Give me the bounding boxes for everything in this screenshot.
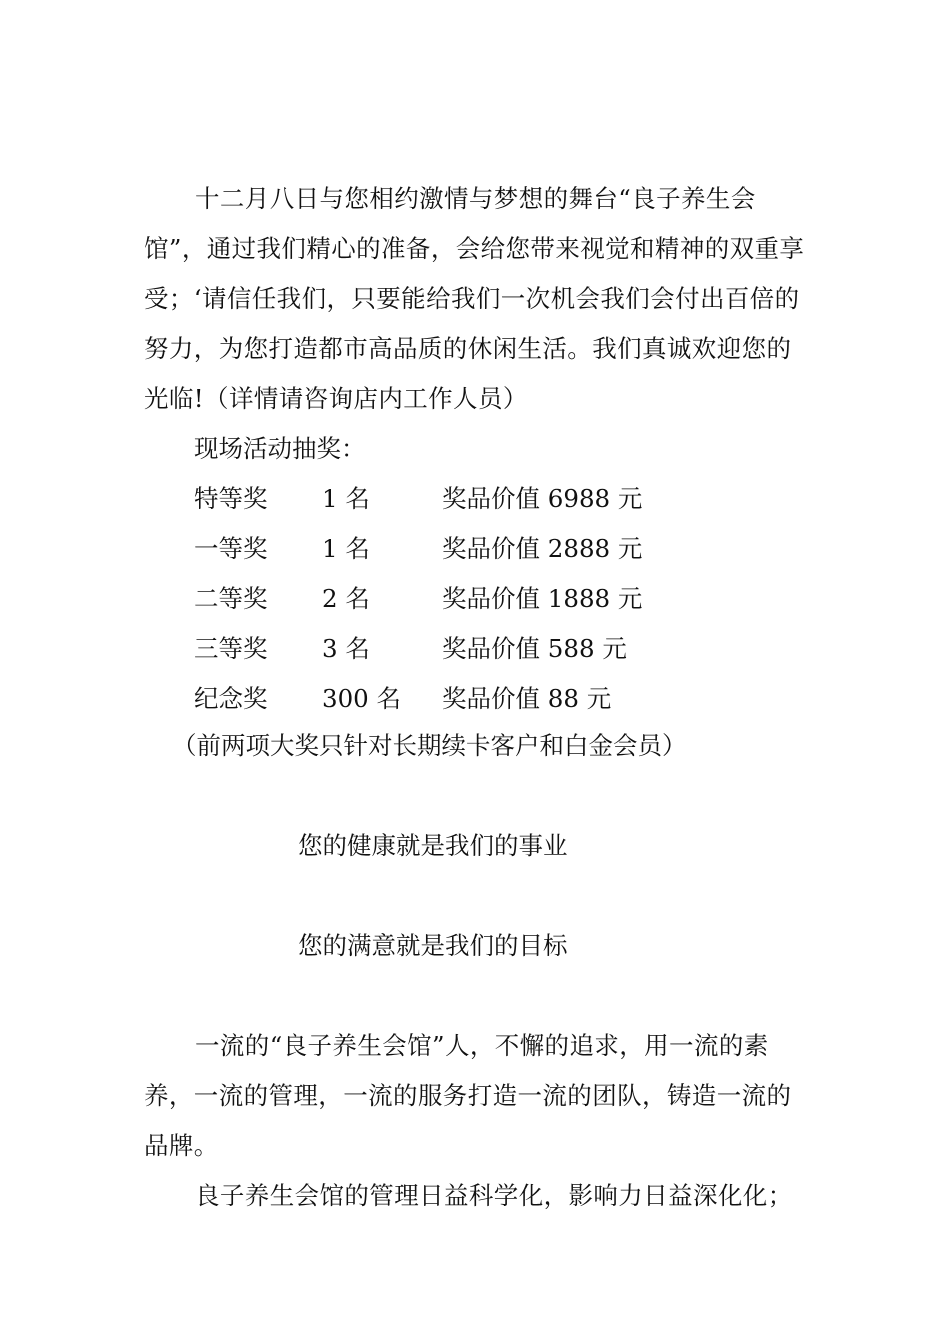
intro-paragraph: 十二月八日与您相约激情与梦想的舞台“良子养生会馆”，通过我们精心的准备，会给您带来视觉和精神的双重享受；‘请信任我们，只要能给我们一次机会我们会付出百倍的努力，为您打造都市高品质的休闲生活。我们真诚欢迎您的光临!（详情请咨询店内工作人员）	[144, 184, 805, 413]
prize-value: 奖品价值 88 元	[442, 684, 612, 713]
prize-value: 奖品价值 6988 元	[442, 484, 643, 513]
prize-value: 奖品价值 588 元	[442, 634, 627, 663]
prize-name: 一等奖	[194, 534, 268, 563]
prize-count: 300 名	[322, 684, 402, 713]
slogan-satisfaction: 您的满意就是我们的目标	[298, 931, 568, 960]
prize-value: 奖品价值 1888 元	[442, 584, 643, 613]
prize-name: 纪念奖	[194, 684, 268, 713]
prize-note: （前两项大奖只针对长期续卡客户和白金会员）	[172, 731, 687, 760]
prize-name: 三等奖	[194, 634, 268, 663]
prize-count: 1 名	[322, 534, 370, 563]
prize-count: 2 名	[322, 584, 370, 613]
prize-value: 奖品价值 2888 元	[442, 534, 643, 563]
team-paragraph: 一流的“良子养生会馆”人，不懈的追求，用一流的素养，一流的管理，一流的服务打造一流的团队，铸造一流的品牌。	[144, 1031, 792, 1160]
lottery-heading: 现场活动抽奖：	[194, 434, 366, 463]
prize-name: 二等奖	[194, 584, 268, 613]
prize-count: 1 名	[322, 484, 370, 513]
prize-count: 3 名	[322, 634, 370, 663]
management-paragraph: 良子养生会馆的管理日益科学化，影响力日益深化化；	[195, 1181, 793, 1210]
prize-name: 特等奖	[194, 484, 268, 513]
slogan-health: 您的健康就是我们的事业	[298, 831, 568, 860]
